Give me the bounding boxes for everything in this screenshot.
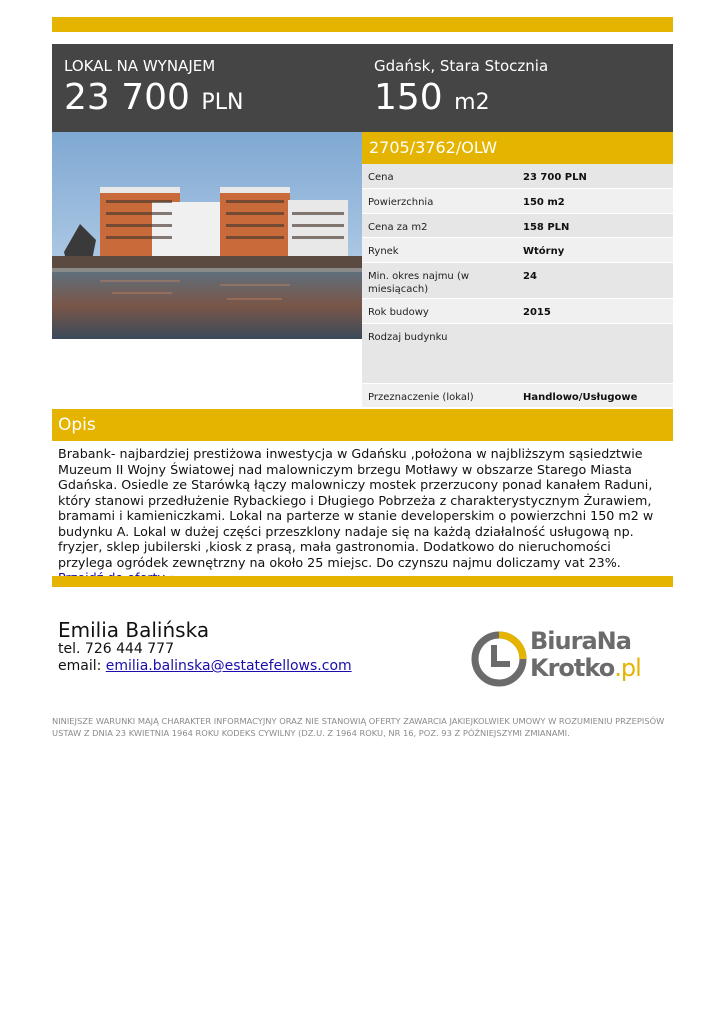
area-unit: m2 xyxy=(454,90,490,115)
param-row-price-per-m2 xyxy=(362,214,673,238)
description-text: Brabank- najbardziej prestiżowa inwestycja w Gdańsku ,położona w najbliższym sąsiedztwie Muzeum II Wojny Światowej nad malowniczym brzegu Motławy w obszarze Starego Miasta Gdańska. Osiedle ze Starówką łączy malowniczy mostek przerzucony ponad kanałem Raduni, który stanowi przedłużenie Rybackiego i Długiego Pobrzeża z charakterystycznym Żurawiem, bramami i kamieniczkami. Lokal na parterze w stanie developerskim o powierzchni 150 m2 w budynku A. Lokal w dużej części przeszklony nadaje się na każdą działalność usługową np. fryzjer, sklep jubilerski ,kiosk z prasą, mała gastronomia. Dodatkowo do nieruchomości przylega ogródek zewnętrzny na około 25 miejsc. Do czynszu najmu doliczamy vat 23%. xyxy=(58,446,654,570)
description-text-block xyxy=(58,446,666,586)
param-row-building-type xyxy=(362,324,673,384)
header-location-block xyxy=(374,44,664,132)
agent-email xyxy=(58,658,352,674)
params-table xyxy=(362,164,673,408)
param-row-purpose xyxy=(362,384,673,408)
param-row-min-rent-period xyxy=(362,263,673,299)
location-label: Gdańsk, Stara Stocznia xyxy=(374,57,549,75)
param-label: Cena za m2 xyxy=(368,222,428,233)
offer-type-label: LOKAL NA WYNAJEM xyxy=(64,57,216,75)
logo-line1: BiuraNa xyxy=(530,627,631,655)
price-value: 23 700 xyxy=(64,77,190,118)
param-value: Handlowo/Usługowe xyxy=(523,392,638,403)
param-label: Rodzaj budynku xyxy=(368,332,448,343)
logo-wordmark xyxy=(530,628,641,682)
agent-name: Emilia Balińska xyxy=(58,618,210,642)
offer-id: 2705/3762/OLW xyxy=(369,138,498,157)
agent-phone xyxy=(58,641,174,657)
param-label: Rok budowy xyxy=(368,307,429,318)
header-price-block xyxy=(64,44,354,132)
price-unit: PLN xyxy=(201,90,244,115)
area-display xyxy=(374,74,490,127)
company-logo xyxy=(470,628,650,690)
offer-id-bar xyxy=(362,132,673,164)
param-label: Rynek xyxy=(368,246,399,257)
logo-line2 xyxy=(530,655,641,682)
top-accent-bar xyxy=(52,17,673,32)
description-heading-bar xyxy=(52,409,673,441)
area-value: 150 xyxy=(374,77,443,118)
logo-line2-text: Krotko xyxy=(530,654,615,682)
param-row-build-year xyxy=(362,299,673,324)
param-label: Powierzchnia xyxy=(368,197,434,208)
param-label: Przeznaczenie (lokal) xyxy=(368,392,474,403)
param-value: 150 m2 xyxy=(523,197,565,208)
param-label: Min. okres najmu (w miesiącach) xyxy=(368,271,470,295)
param-row-price xyxy=(362,164,673,189)
param-label: Cena xyxy=(368,172,394,183)
agent-email-link[interactable]: emilia.balinska@estatefellows.com xyxy=(105,658,352,674)
agent-email-label: email: xyxy=(58,658,102,674)
logo-suffix: .pl xyxy=(614,654,641,682)
description-heading: Opis xyxy=(58,415,96,435)
middle-accent-bar xyxy=(52,576,673,587)
param-row-area xyxy=(362,189,673,214)
agent-phone-label: tel. xyxy=(58,641,81,657)
property-photo xyxy=(52,132,362,339)
property-photo-illustration xyxy=(52,132,362,339)
clock-logo-icon xyxy=(470,628,528,690)
param-value: 23 700 PLN xyxy=(523,172,587,183)
param-value: 158 PLN xyxy=(523,222,570,233)
legal-disclaimer: NINIEJSZE WARUNKI MAJĄ CHARAKTER INFORMACYJNY ORAZ NIE STANOWIĄ OFERTY ZAWARCIA JAKIEJKOLWIEK UMOWY W ROZUMIENIU PRZEPISÓW USTAW Z DNIA 23 KWIETNIA 1964 ROKU KODEKS CYWILNY (DZ.U. Z 1964 ROKU, NR 16, POZ. 93 Z PÓŹNIEJSZYMI ZMIANAMI. xyxy=(52,716,665,738)
price-display xyxy=(64,74,243,127)
param-value: Wtórny xyxy=(523,246,565,257)
param-value: 2015 xyxy=(523,307,551,318)
param-value: 24 xyxy=(523,271,537,282)
offer-header xyxy=(52,44,673,132)
agent-phone-number: 726 444 777 xyxy=(84,641,174,657)
param-row-market xyxy=(362,238,673,263)
